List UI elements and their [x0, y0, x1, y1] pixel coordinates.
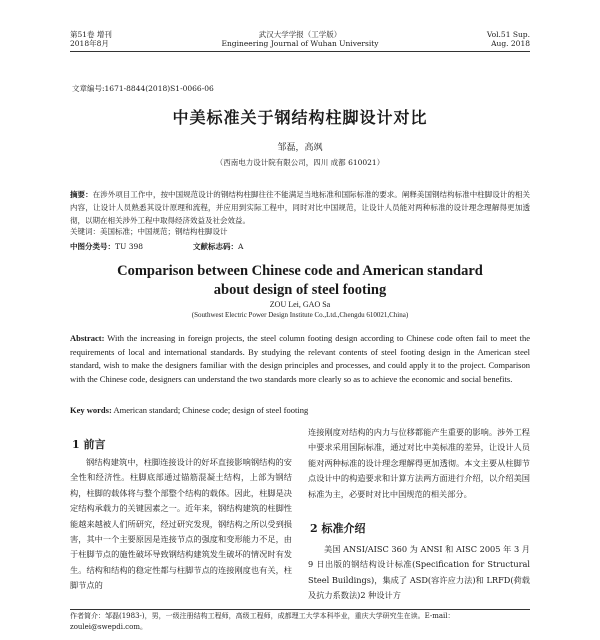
classification-zh: [70, 241, 530, 252]
keywords-en-label: Key words:: [70, 405, 112, 415]
journal-name: [190, 30, 410, 48]
affiliation-zh: （西南电力设计院有限公司，四川 成都 610021）: [215, 158, 385, 167]
section-1-paragraph: 钢结构建筑中，柱脚连接设计的好坏直接影响钢结构的安全性和经济性。柱脚底部通过锚筋混凝土结构，上部为钢结构，柱脚的载体将与整个部整个结构的载体。因此，柱脚是决定结构承载力的关键因素之一。近年来，钢结构建筑的柱脚性能越来越被人们所研究，经过研究发现，钢结构之所以受到损害，其中一个主要原因是连接节点的强度和变形能力不足，由于柱脚节点的施性破坏导致钢结构建筑发生破坏的情况时有发生。结构和结构的稳定性都与柱脚节点的连接刚度也有关，柱脚节点的: [70, 457, 292, 591]
author-footnote: 作者简介：邹磊(1983-)，男，一级注册结构工程师，高级工程师，成都理工大学本科毕业，重庆大学研究生在读。E-mail：zoulei@swepdi.com。: [70, 612, 455, 631]
journal-name-zh: 武汉大学学报（工学版）: [258, 30, 342, 39]
abstract-zh-text: 在涉外项目工作中，按中国规范设计的钢结构柱脚往往不能满足当地标准和国际标准的要求。阐释美国钢结构标准中柱脚设计的相关内容，让设计人员熟悉其设计原理和流程，并应用到实际工程中，同时对比中国规范，让设计人员能对两种标准的设计理念理解得更加透彻，以期在相关涉外工程中取得经济效益及社会效益。: [70, 190, 530, 225]
abstract-en-label: Abstract:: [70, 333, 105, 343]
date-line-en: Aug. 2018: [491, 39, 530, 48]
title-zh: 中美标准关于钢结构柱脚设计对比: [172, 108, 428, 127]
journal-name-en: Engineering Journal of Wuhan University: [221, 39, 379, 48]
abstract-zh-label: 摘要：: [70, 190, 93, 199]
volume-line: 第51卷 增刊: [70, 30, 112, 39]
abstract-en: [70, 332, 530, 386]
authors-en: ZOU Lei, GAO Sa: [269, 300, 331, 309]
abstract-zh: [70, 188, 530, 227]
date-line: 2018年8月: [70, 39, 109, 48]
keywords-zh: 关键词：美国标准；中国规范；钢结构柱脚设计: [70, 227, 228, 236]
title-en-line1: Comparison between Chinese code and American standard: [117, 263, 483, 279]
class-label: 中图分类号：: [70, 242, 115, 251]
abstract-en-text: With the increasing in foreign projects, the steel column footing design according to Chinese code often fail to meet the requirements of local and international standards. By studying the relevant contents of steel footing design in the American steel standard, wish to make the designers familiar with the design principles and processes, and could apply it to the project. Comparison with the Chinese code, designers can understand the two standards more clearly so as to achieve the economic and social benefits.: [70, 333, 530, 384]
title-en-line2: about design of steel footing: [213, 282, 387, 298]
class-value: TU 398: [115, 242, 144, 251]
authors-zh: 邹磊，高飒: [277, 143, 323, 153]
section-2-paragraph: 美国 ANSI/AISC 360 为 ANSI 和 AISC 2005 年 3 月 9 日出版的钢结构设计标准(Specification for Structural Steel Buildings)，集成了 ASD(容许应力法)和 LRFD(荷载及抗力系数法)2 种设计方: [308, 544, 530, 601]
affiliation-en: (Southwest Electric Power Design Institute Co.,Ltd.,Chengdu 610021,China): [191, 311, 409, 319]
volume-line-en: Vol.51 Sup.: [486, 30, 530, 39]
title-en: [70, 262, 530, 300]
journal-volume-info: [70, 30, 190, 48]
header-rule: [70, 51, 530, 52]
section-1-heading: 1 前言: [72, 438, 106, 451]
keywords-en: [70, 405, 530, 415]
right-column-paragraph: 连接刚度对结构的内力与位移都能产生重要的影响。涉外工程中要求采用国际标准，通过对比中美标准的差异，让设计人员能对两种标准的设计理念理解得更加透彻。本文主要从柱脚节点设计中的构造要求和计算方法两方面进行介绍，以介绍美国标准为主，必要时对比中国规范的相关部分。: [308, 427, 530, 499]
article-number: 文章编号:1671-8844(2018)S1-0066-06: [72, 84, 214, 93]
doc-code-label: 文献标志码：: [193, 242, 239, 251]
journal-volume-en: [430, 30, 530, 48]
doc-code-value: A: [238, 242, 244, 251]
footnote-rule: [70, 609, 530, 610]
keywords-en-text: American standard; Chinese code; design of steel footing: [113, 405, 309, 415]
section-2-heading: 2 标准介绍: [310, 522, 366, 535]
